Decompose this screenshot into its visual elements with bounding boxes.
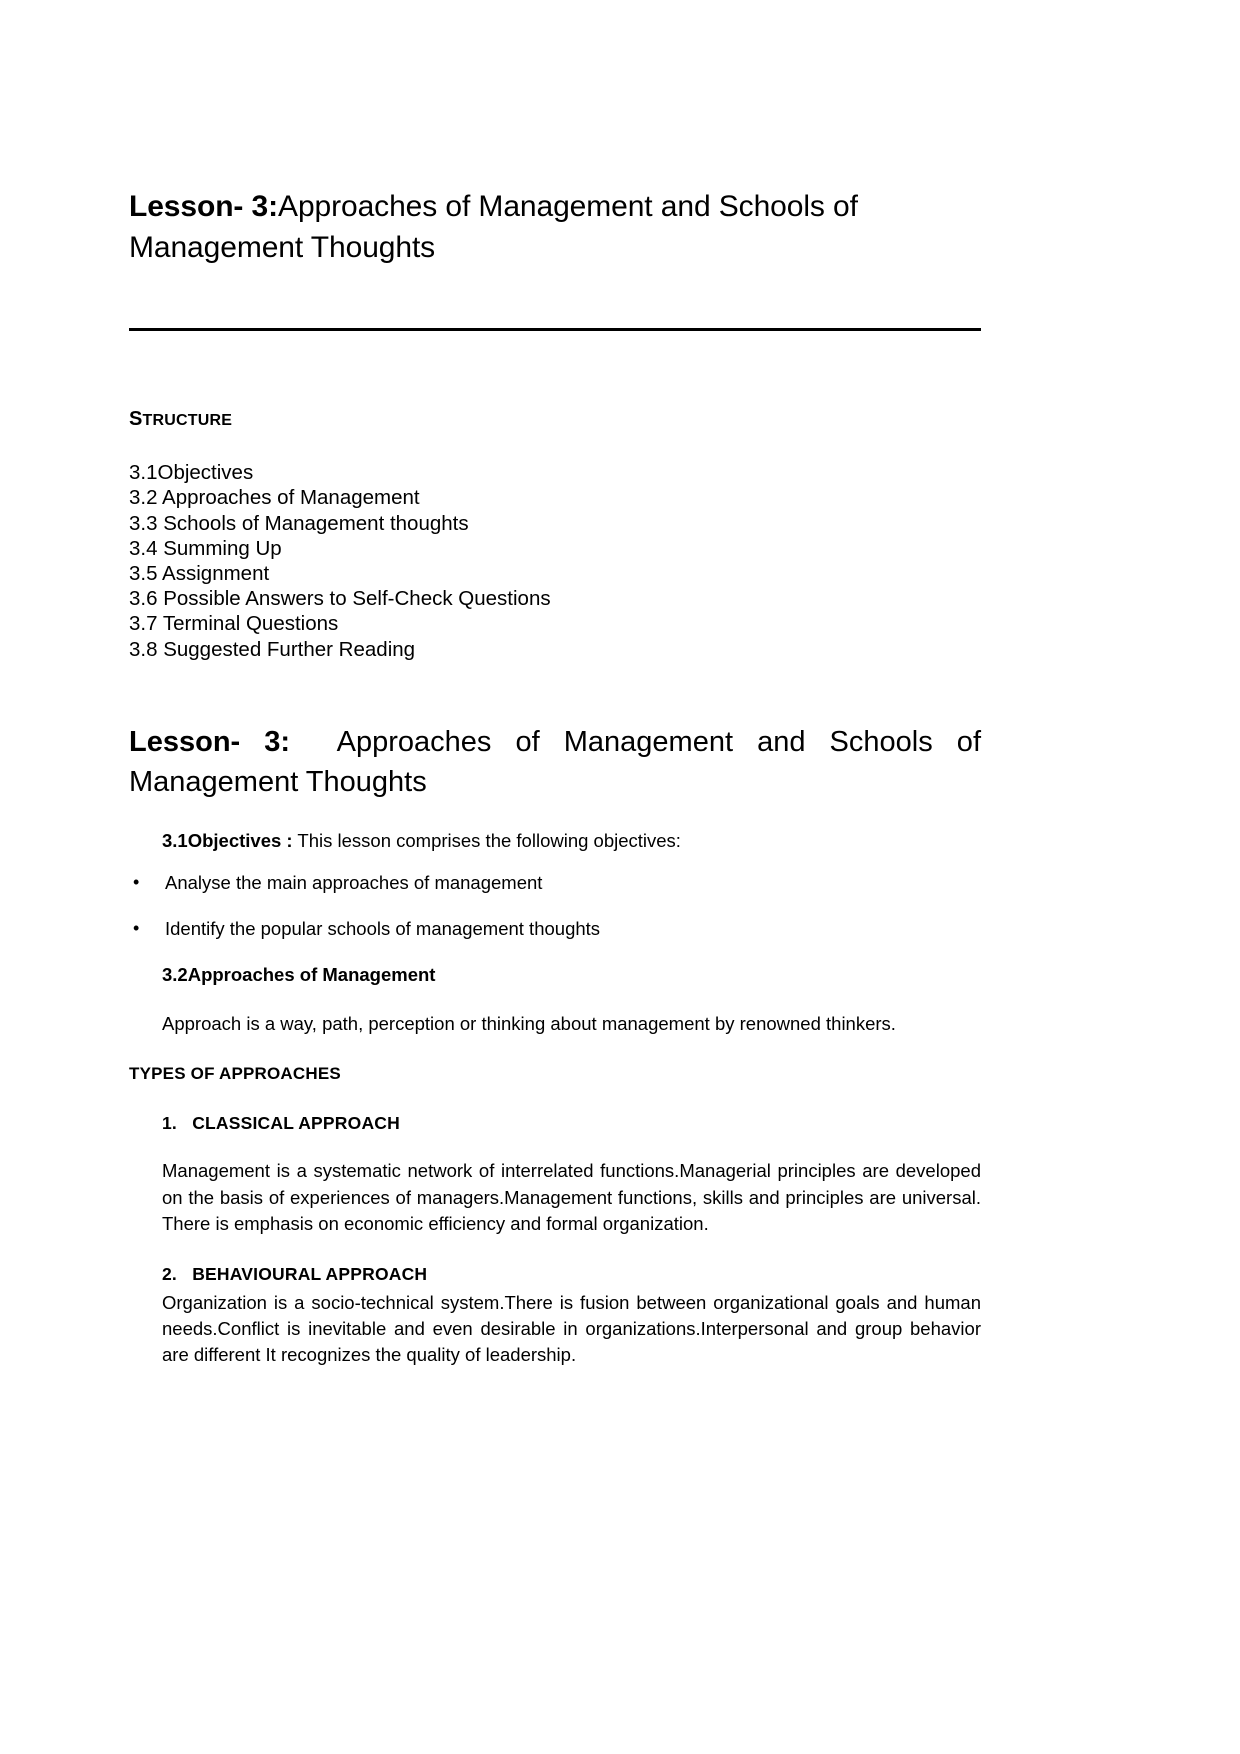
- structure-list: [129, 460, 981, 662]
- list-item: [129, 917, 981, 941]
- structure-list-item: 3.3 Schools of Management thoughts: [129, 511, 469, 535]
- structure-heading-first-letter: S: [129, 408, 143, 431]
- approach-entry-number: 1.: [162, 1112, 177, 1133]
- objectives-number: 3.1: [162, 830, 188, 851]
- objectives-heading-label: Objectives :: [187, 830, 293, 851]
- section-title-line-1-rest: Approaches of Management and Schools of: [336, 725, 981, 758]
- approach-entry-heading-behavioural: [162, 1263, 981, 1286]
- structure-list-item: 3.8 Suggested Further Reading: [129, 637, 416, 661]
- document-title: [129, 186, 981, 268]
- structure-list-item: 3.7 Terminal Questions: [129, 612, 339, 636]
- structure-list-item: 3.2 Approaches of Management: [129, 486, 420, 510]
- approach-entry-body-behavioural: Organization is a socio-technical system.There is fusion between organizational goals and human needs.Conflict is inevitable and even desirable in organizations.Interpersonal and group behavior are different It recognizes the quality of leadership.: [162, 1291, 981, 1366]
- objectives-intro-text: This lesson comprises the following objectives:: [292, 830, 681, 851]
- bullet-icon: •: [133, 872, 140, 893]
- bullet-icon: •: [133, 918, 140, 939]
- approach-entry-title: CLASSICAL APPROACH: [192, 1112, 400, 1133]
- structure-heading-rest: TRUCTURE: [142, 412, 233, 430]
- document-title-lead: Lesson- 3:: [129, 190, 279, 223]
- objectives-heading: [162, 829, 981, 853]
- approaches-number: 3.2: [162, 964, 188, 986]
- structure-heading: [129, 409, 981, 429]
- section-title-line-2: Management Thoughts: [129, 766, 427, 799]
- approaches-intro-paragraph: Approach is a way, path, perception or thinking about management by renowned thinkers.: [162, 1013, 896, 1035]
- structure-list-item: 3.4 Summing Up: [129, 536, 282, 560]
- structure-list-item: 3.6 Possible Answers to Self-Check Questions: [129, 587, 551, 611]
- approach-entry-number: 2.: [162, 1264, 177, 1285]
- approach-entry-body-classical: Management is a systematic network of interrelated functions.Managerial principles are developed on the basis of experiences of managers.Management functions, skills and principles are universal. There is emphasis on economic efficiency and formal organization.: [162, 1160, 981, 1234]
- page-content: [129, 186, 981, 1387]
- document-title-rest: Approaches of Management and Schools of Management Thoughts: [129, 190, 858, 265]
- list-item: [129, 871, 981, 895]
- list-item-label: Identify the popular schools of management thoughts: [165, 918, 601, 940]
- section-title-line-1: [129, 722, 981, 763]
- objectives-bullet-list: [129, 871, 981, 941]
- list-item-label: Analyse the main approaches of management: [165, 872, 543, 894]
- section-title: [129, 722, 981, 803]
- structure-list-item: 3.1Objectives: [129, 461, 254, 485]
- types-of-approaches-heading: TYPES OF APPROACHES: [129, 1064, 341, 1084]
- structure-list-item: 3.5 Assignment: [129, 562, 270, 585]
- approach-entry-heading-classical: [162, 1112, 981, 1135]
- approaches-heading: [162, 963, 981, 987]
- approach-entry-title: BEHAVIOURAL APPROACH: [192, 1264, 428, 1285]
- header-divider: [129, 328, 981, 331]
- approaches-heading-label: Approaches of Management: [187, 964, 436, 986]
- section-title-lead: Lesson- 3:: [129, 725, 291, 758]
